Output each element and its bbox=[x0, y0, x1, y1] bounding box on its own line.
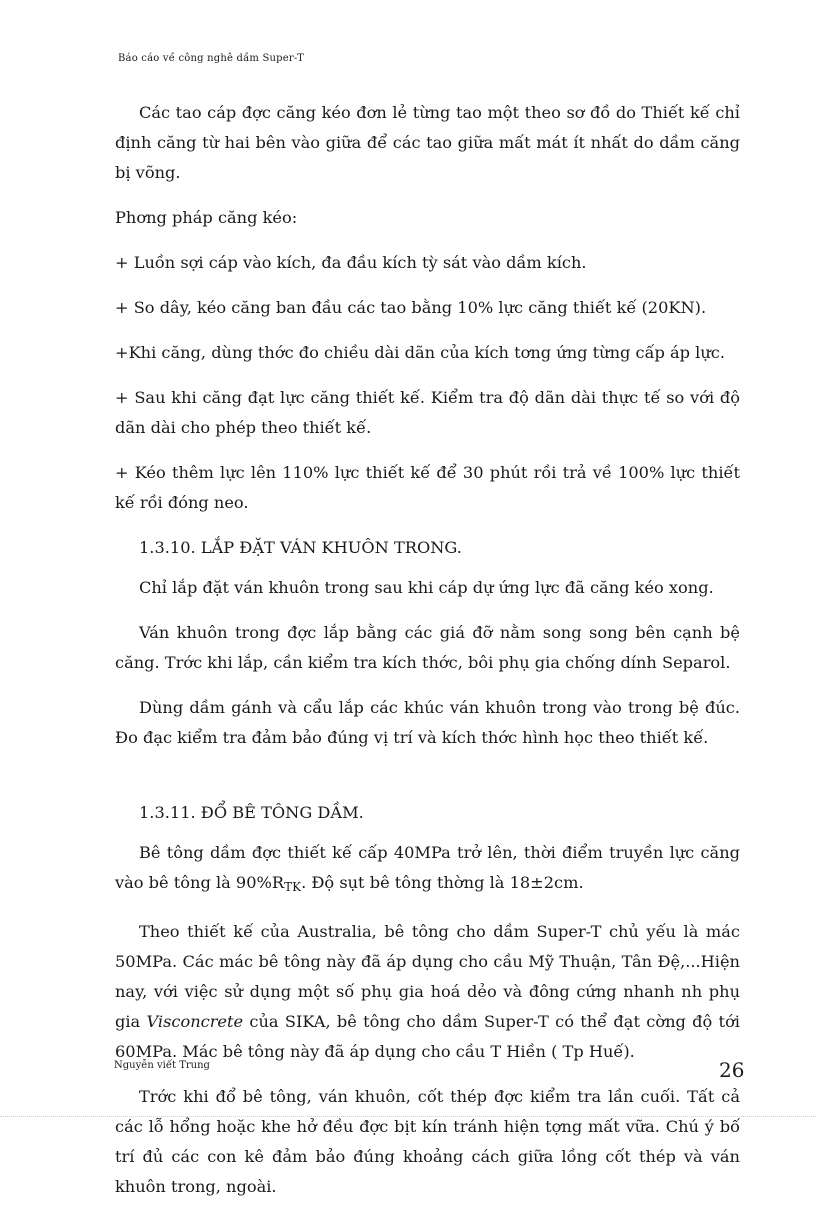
section-heading: 1.3.11. ĐỔ BÊ TÔNG DẦM. bbox=[139, 803, 364, 822]
paragraph: Ván khuôn trong đợc lắp bằng các giá đỡ nằm song song bên cạnh bệ căng. Trớc khi lắp, cần kiểm tra kích thớc, bôi phụ gia chống dính Separol. bbox=[115, 623, 740, 672]
paragraph: Dùng dầm gánh và cẩu lắp các khúc ván khuôn trong vào trong bệ đúc. Đo đạc kiểm tra đảm bảo đúng vị trí và kích thớc hình học theo thiết kế. bbox=[115, 698, 740, 747]
paragraph: Chỉ lắp đặt ván khuôn trong sau khi cáp dự ứng lực đã căng kéo xong. bbox=[139, 578, 714, 597]
method-title: Phơng pháp căng kéo: bbox=[115, 208, 298, 227]
spacer bbox=[115, 768, 740, 798]
text-run: Bê tông dầm đợc thiết kế cấp 40MPa trở lên, thời điểm truyền lực căng vào bê tông là 90%R bbox=[115, 843, 740, 892]
section-heading: 1.3.10. LẮP ĐẶT VÁN KHUÔN TRONG. bbox=[139, 538, 462, 557]
list-item: + So dây, kéo căng ban đầu các tao bằng 10% lực căng thiết kế (20KN). bbox=[115, 298, 707, 317]
text-run: Theo thiết kế của Australia, bê tông cho dầm Super-T chủ yếu là mác 50MPa. Các mác bê tông này đã áp dụng cho cầu Mỹ Thuận, Tân Đệ,...Hiện nay, với việc sử dụng một số phụ gia hoá dẻo và đông cứng nhanh nh phụ gia bbox=[115, 922, 740, 1031]
running-header: Báo cáo về công nghê dầm Super-T bbox=[118, 53, 304, 64]
list-item: +Khi căng, dùng thớc đo chiều dài dãn của kích tơng ứng từng cấp áp lực. bbox=[115, 343, 725, 362]
list-item: + Sau khi căng đạt lực căng thiết kế. Kiểm tra độ dãn dài thực tế so với độ dãn dài cho phép theo thiết kế. bbox=[115, 388, 740, 437]
list-item: + Kéo thêm lực lên 110% lực thiết kế để 30 phút rồi trả về 100% lực thiết kế rồi đóng neo. bbox=[115, 463, 740, 512]
text-run: của SIKA, bê tông cho dầm Super-T có thể đạt cờng độ tới 60MPa. Mác bê tông này đã áp dụng cho cầu T Hiền ( Tp Huế). bbox=[115, 1012, 740, 1061]
text-run: . Độ sụt bê tông thờng là 18±2cm. bbox=[301, 873, 584, 892]
subscript: TK bbox=[284, 880, 302, 894]
list-item: + Luồn sợi cáp vào kích, đa đầu kích tỳ sát vào dầm kích. bbox=[115, 253, 587, 272]
paragraph bbox=[115, 838, 740, 902]
author-footer: Nguyễn viết Trung bbox=[114, 1060, 210, 1071]
paragraph bbox=[115, 917, 740, 1067]
paragraph: Các tao cáp đợc căng kéo đơn lẻ từng tao một theo sơ đồ do Thiết kế chỉ định căng từ hai bên vào giữa để các tao giữa mất mát ít nhất do dầm căng bị võng. bbox=[115, 103, 740, 182]
page-number: 26 bbox=[719, 1058, 745, 1082]
italic-term: Visconcrete bbox=[146, 1012, 244, 1031]
page-content bbox=[115, 98, 740, 1217]
page-edge-divider bbox=[0, 1116, 816, 1117]
paragraph: Trớc khi đổ bê tông, ván khuôn, cốt thép đợc kiểm tra lần cuối. Tất cả các lỗ hổng hoặc khe hở đều đợc bịt kín tránh hiện tợng mất vữa. Chú ý bố trí đủ các con kê đảm bảo đúng khoảng cách giữa lồng cốt thép và ván khuôn trong, ngoài. bbox=[115, 1087, 740, 1196]
